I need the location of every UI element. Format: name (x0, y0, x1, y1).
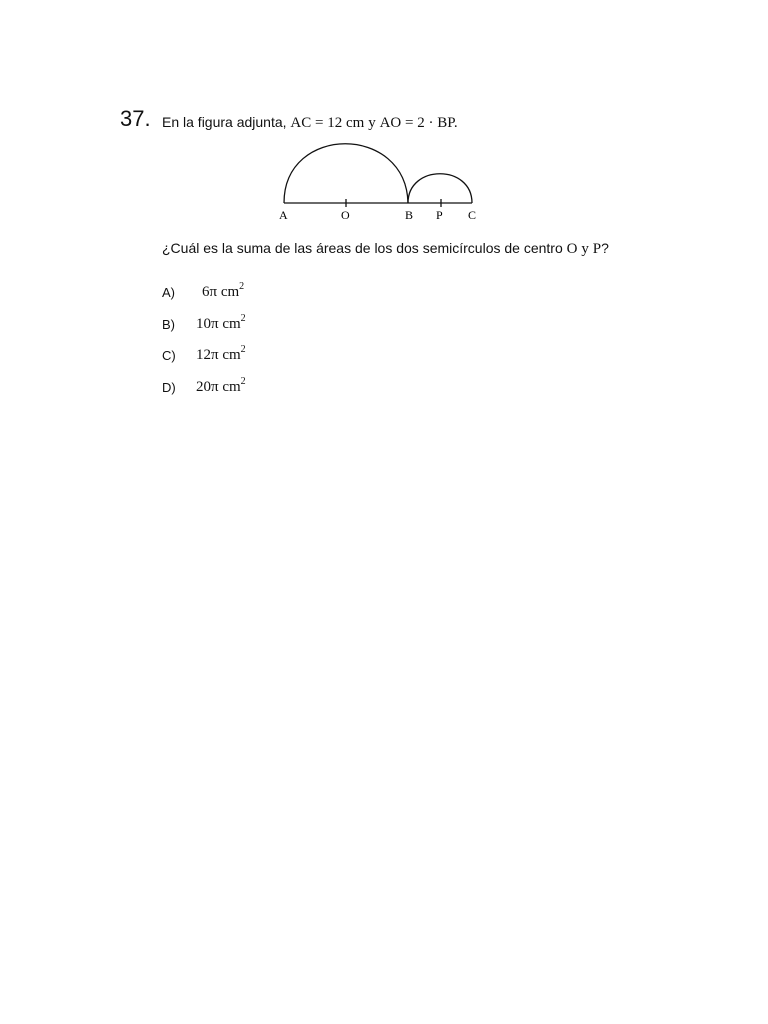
option-letter: C) (162, 348, 176, 363)
prompt-text: ¿Cuál es la suma de las áreas de los dos semicírculos de centro (162, 240, 563, 256)
given-ac: AC = 12 cm (290, 115, 365, 131)
large-semicircle (284, 144, 408, 203)
intro-end: . (453, 115, 458, 131)
semicircles-figure (270, 138, 490, 230)
label-o: O (341, 208, 350, 222)
given-ao: AO = 2 · BP (379, 115, 454, 131)
prompt-end: ? (601, 240, 609, 256)
label-p: P (436, 208, 443, 222)
option-value-text: 12π cm (196, 347, 241, 363)
prompt-p: P (592, 241, 602, 257)
option-exponent: 2 (240, 344, 246, 355)
option-value-text: 20π cm (196, 379, 241, 395)
option-value-text: 6π cm (202, 284, 240, 300)
option-exponent: 2 (240, 376, 246, 387)
prompt-y: y (581, 241, 589, 257)
small-semicircle (408, 174, 472, 203)
option-value (196, 377, 246, 396)
option-letter: D) (162, 380, 176, 395)
option-value-text: 10π cm (196, 316, 241, 332)
question-prompt (162, 240, 609, 258)
option-letter: B) (162, 317, 175, 332)
question-intro (162, 114, 458, 132)
intro-conjunction: y (368, 115, 376, 131)
option-exponent: 2 (240, 313, 246, 324)
question-number: 37. (120, 106, 151, 131)
option-value (196, 314, 246, 333)
option-value (196, 345, 246, 364)
label-a: A (279, 208, 288, 222)
prompt-o: O (566, 241, 578, 257)
option-exponent: 2 (239, 281, 245, 292)
label-c: C (468, 208, 477, 222)
option-letter: A) (162, 285, 175, 300)
option-value (202, 282, 244, 301)
intro-text: En la figura adjunta, (162, 114, 287, 130)
label-b: B (405, 208, 414, 222)
